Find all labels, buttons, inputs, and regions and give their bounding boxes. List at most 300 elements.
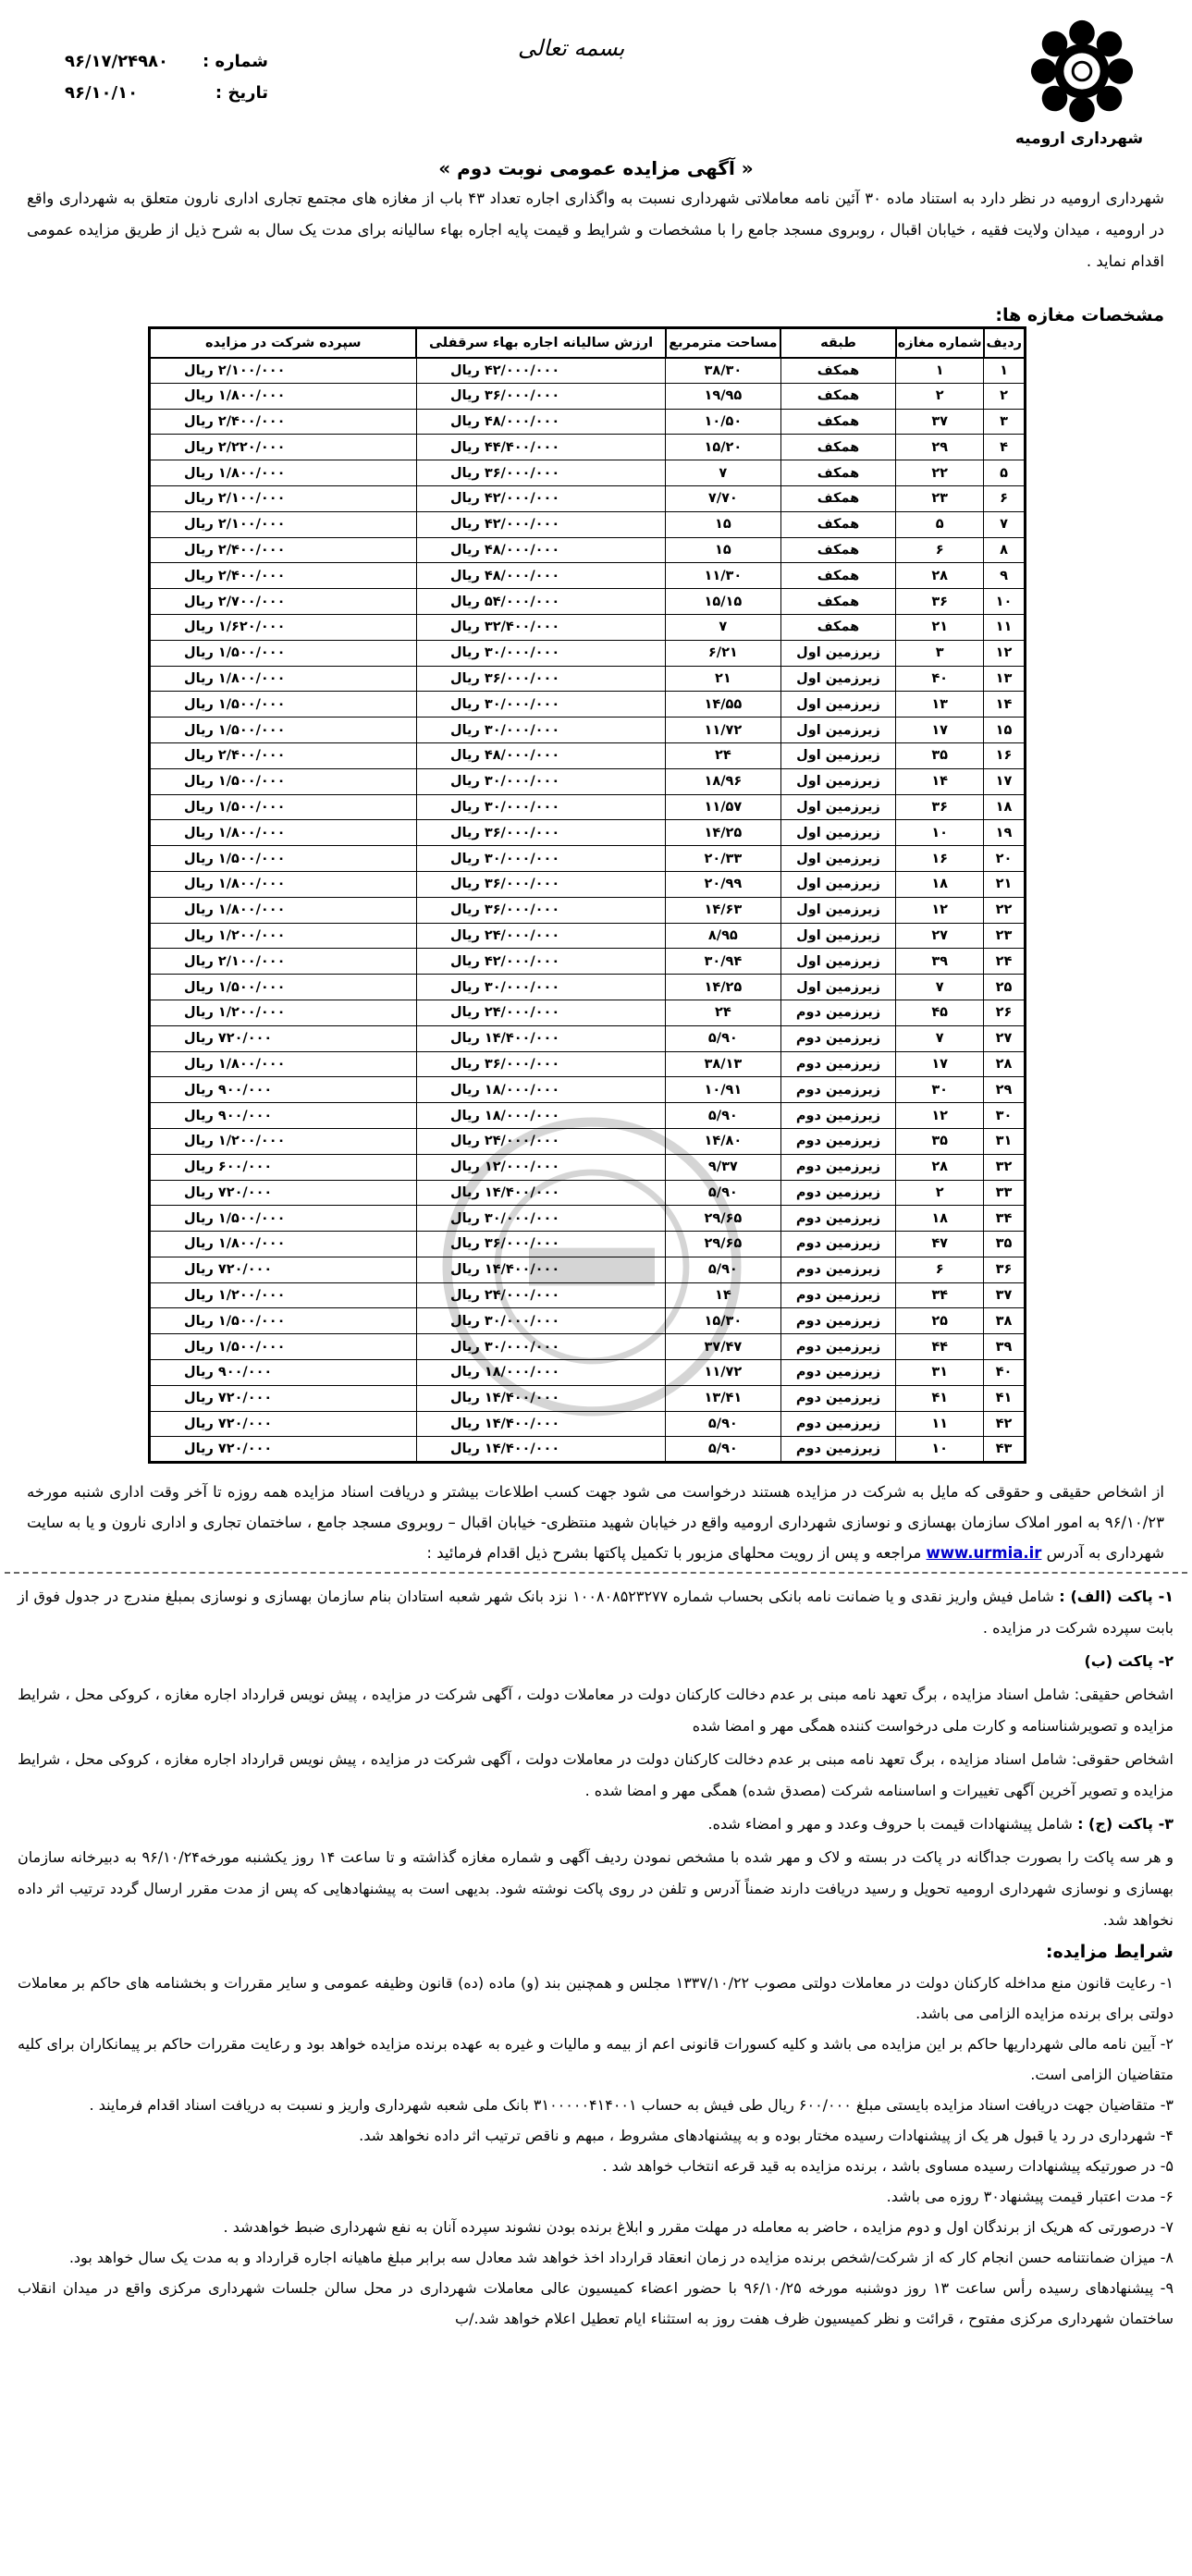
table-cell: ۳۲/۴۰۰/۰۰۰ ریال xyxy=(416,614,665,640)
table-cell: ۴۲/۰۰۰/۰۰۰ ریال xyxy=(416,358,665,384)
table-cell: ۳۴ xyxy=(896,1282,984,1308)
table-cell: ۱/۲۰۰/۰۰۰ ریال xyxy=(150,923,417,949)
table-cell: ۴۷ xyxy=(896,1232,984,1257)
table-cell: ۳۶/۰۰۰/۰۰۰ ریال xyxy=(416,383,665,409)
table-cell: ۷ xyxy=(896,975,984,1000)
table-cell: ۳۷/۴۷ xyxy=(666,1334,781,1360)
number-value: ۹۶/۱۷/۲۴۹۸۰ xyxy=(65,52,169,71)
table-cell: ۱/۵۰۰/۰۰۰ ریال xyxy=(150,1308,417,1334)
table-row xyxy=(150,409,1026,435)
table-row xyxy=(150,692,1026,718)
table-cell: ۳۹ xyxy=(896,949,984,975)
table-cell: ۲/۱۰۰/۰۰۰ ریال xyxy=(150,358,417,384)
table-cell: ۲۹/۶۵ xyxy=(666,1206,781,1232)
table-cell: ۳۷ xyxy=(984,1282,1026,1308)
table-cell: ۱۴/۴۰۰/۰۰۰ ریال xyxy=(416,1025,665,1051)
table-cell: ۲۱ xyxy=(896,614,984,640)
table-cell: ۱/۸۰۰/۰۰۰ ریال xyxy=(150,383,417,409)
table-row xyxy=(150,1282,1026,1308)
table-cell: ۱۶ xyxy=(984,742,1026,768)
table-cell: همکف xyxy=(780,435,896,460)
table-cell: ۱۸ xyxy=(984,794,1026,820)
table-cell: زیرزمین دوم xyxy=(780,1360,896,1386)
table-cell: ۲۴/۰۰۰/۰۰۰ ریال xyxy=(416,923,665,949)
packet-text: شامل فیش واریز نقدی و یا ضمانت نامه بانکی بحساب شماره ۱۰۰۸۰۸۵۲۳۲۷۷ نزد بانک شهر شعبه استادان بنام سازمان بهسازی و نوسازی بمبلغ مندرج در جدول فوق از بابت سپرده شرکت در مزایده . xyxy=(18,1588,1174,1637)
table-row xyxy=(150,871,1026,897)
table-cell: ۱۴/۴۰۰/۰۰۰ ریال xyxy=(416,1257,665,1282)
table-row xyxy=(150,1257,1026,1282)
table-cell: ۲/۷۰۰/۰۰۰ ریال xyxy=(150,589,417,615)
column-header: ردیف xyxy=(984,328,1026,358)
table-cell: ۸ xyxy=(984,537,1026,563)
table-cell: ۳۴ xyxy=(984,1206,1026,1232)
table-cell: ۳۰/۰۰۰/۰۰۰ ریال xyxy=(416,975,665,1000)
table-row xyxy=(150,435,1026,460)
table-row xyxy=(150,1232,1026,1257)
table-cell: همکف xyxy=(780,563,896,589)
packet-text: شامل پیشنهادات قیمت با حروف وعدد و مهر و امضاء شده. xyxy=(707,1815,1073,1833)
table-cell: ۲۳ xyxy=(984,923,1026,949)
table-cell: ۱/۵۰۰/۰۰۰ ریال xyxy=(150,1206,417,1232)
table-cell: ۲۷ xyxy=(896,923,984,949)
table-cell: ۹۰۰/۰۰۰ ریال xyxy=(150,1360,417,1386)
table-cell: ۳۲ xyxy=(984,1154,1026,1180)
table-row xyxy=(150,975,1026,1000)
table-cell: ۴۰ xyxy=(984,1360,1026,1386)
table-cell: ۳۶/۰۰۰/۰۰۰ ریال xyxy=(416,820,665,846)
table-cell: ۱/۵۰۰/۰۰۰ ریال xyxy=(150,846,417,872)
table-cell: ۹ xyxy=(984,563,1026,589)
table-cell: ۳۰/۰۰۰/۰۰۰ ریال xyxy=(416,1206,665,1232)
table-cell: ۱/۵۰۰/۰۰۰ ریال xyxy=(150,794,417,820)
packet-text: و هر سه پاکت را بصورت جداگانه در پاکت در بسته و لاک و مهر شده با مشخص نمودن ردیف آگهی و شماره مغازه گذاشته و تا ساعت ۱۴ روز یکشنبه مورخه۹۶/۱۰/۲۴ به دبیرخانه سازمان بهسازی و نوسازی شهرداری ارومیه تحویل و رسید دریافت دارند ضمناً آدرس و تلفن در روی پاکت نوشته شود. بدیهی است به پیشنهادهایی که پس از مدت مقرر ارسال گردد ترتیب اثر داده نخواهد شد. xyxy=(18,1848,1174,1929)
table-cell: زیرزمین اول xyxy=(780,666,896,692)
packet-paragraph xyxy=(18,1646,1174,1677)
table-cell: ۴۸/۰۰۰/۰۰۰ ریال xyxy=(416,537,665,563)
instructions-text-end: مراجعه و پس از رویت محلهای مزبور با تکمیل پاکتها بشرح ذیل اقدام فرمائید : xyxy=(426,1544,922,1562)
table-cell: زیرزمین دوم xyxy=(780,1282,896,1308)
table-row xyxy=(150,1308,1026,1334)
table-cell: ۳۸ xyxy=(984,1308,1026,1334)
table-cell: زیرزمین دوم xyxy=(780,1051,896,1077)
column-header: مساحت مترمربع xyxy=(666,328,781,358)
table-cell: زیرزمین دوم xyxy=(780,1180,896,1206)
packet-lead: ۱- پاکت (الف) : xyxy=(1059,1588,1174,1605)
table-cell: زیرزمین دوم xyxy=(780,1103,896,1129)
table-cell: ۳۰/۰۰۰/۰۰۰ ریال xyxy=(416,1308,665,1334)
table-cell: ۱۴/۴۰۰/۰۰۰ ریال xyxy=(416,1180,665,1206)
table-cell: ۳ xyxy=(896,640,984,666)
table-cell: ۱/۸۰۰/۰۰۰ ریال xyxy=(150,871,417,897)
table-cell: ۲۴ xyxy=(666,1000,781,1025)
table-cell: ۱/۸۰۰/۰۰۰ ریال xyxy=(150,666,417,692)
table-cell: ۳۰/۰۰۰/۰۰۰ ریال xyxy=(416,692,665,718)
packet-paragraph xyxy=(18,1581,1174,1644)
table-cell: همکف xyxy=(780,511,896,537)
table-cell: زیرزمین دوم xyxy=(780,1385,896,1411)
table-cell: ۱۴/۵۵ xyxy=(666,692,781,718)
table-cell: ۲/۱۰۰/۰۰۰ ریال xyxy=(150,511,417,537)
condition-item: ۱- رعایت قانون منع مداخله کارکنان دولت در معاملات دولتی مصوب ۱۳۳۷/۱۰/۲۲ مجلس و همچنین بند (و) ماده (ده) قانون وظیفه عمومی و سایر مقررات و بخشنامه های حاکم بر معاملات دولتی برای برنده مزایده الزامی می باشد. xyxy=(18,1974,1174,2022)
table-cell: ۱ xyxy=(896,358,984,384)
table-cell: ۴ xyxy=(984,435,1026,460)
table-cell: ۳۶/۰۰۰/۰۰۰ ریال xyxy=(416,1051,665,1077)
instructions-text: از اشخاص حقیقی و حقوقی که مایل به شرکت در مزایده هستند درخواست می شود جهت کسب اطلاعات بیشتر و دریافت اسناد مزایده همه روزه تا آخر وقت اداری شنبه مورخه ۹۶/۱۰/۲۳ به امور املاک سازمان بهسازی و نوسازی شهرداری ارومیه واقع در خیابان شهید منتظری- خیابان اقبال – روبروی مسجد جامع ، ساختمان تجاری و اداری نارون و یا به سایت شهرداری به آدرس xyxy=(27,1483,1164,1562)
table-cell: ۶ xyxy=(896,537,984,563)
table-cell: ۲ xyxy=(984,383,1026,409)
table-row xyxy=(150,589,1026,615)
table-cell: همکف xyxy=(780,409,896,435)
table-row xyxy=(150,666,1026,692)
table-row xyxy=(150,640,1026,666)
table-cell: ۱/۵۰۰/۰۰۰ ریال xyxy=(150,768,417,794)
table-cell: ۶/۲۱ xyxy=(666,640,781,666)
table-cell: ۱۷ xyxy=(896,718,984,743)
table-cell: ۴۱ xyxy=(984,1385,1026,1411)
table-cell: ۱۴ xyxy=(984,692,1026,718)
table-cell: ۲۱ xyxy=(666,666,781,692)
conditions-heading: شرایط مزایده: xyxy=(1045,1942,1174,1962)
table-cell: ۷۲۰/۰۰۰ ریال xyxy=(150,1411,417,1437)
table-cell: ۳۶/۰۰۰/۰۰۰ ریال xyxy=(416,897,665,923)
table-cell: ۱/۲۰۰/۰۰۰ ریال xyxy=(150,1000,417,1025)
table-cell: ۱ xyxy=(984,358,1026,384)
table-cell: همکف xyxy=(780,614,896,640)
table-cell: ۱۰ xyxy=(896,820,984,846)
table-cell: ۳۶ xyxy=(896,794,984,820)
instructions-paragraph xyxy=(27,1477,1164,1568)
table-cell: ۲۰ xyxy=(984,846,1026,872)
table-cell: زیرزمین دوم xyxy=(780,1000,896,1025)
table-cell: همکف xyxy=(780,383,896,409)
table-cell: ۱۴ xyxy=(896,768,984,794)
notice-title: « آگهی مزایده عمومی نوبت دوم » xyxy=(438,157,754,179)
column-header: ارزش سالیانه اجاره بهاء سرقفلی xyxy=(416,328,665,358)
shops-table xyxy=(148,326,1026,1464)
table-cell: ۱۸ xyxy=(896,1206,984,1232)
condition-item: ۹- پیشنهادهای رسیده رأس ساعت ۱۳ روز دوشنبه مورخه ۹۶/۱۰/۲۵ با حضور اعضاء کمیسیون عالی معاملات شهرداری در محل سالن جلسات شهرداری مرکزی واقع در میدان انقلاب ساختمان شهرداری مرکزی مفتوح ، قرائت و نظر کمیسیون ظرف هفت روز به استثناء ایام تعطیل اعلام خواهد شد./ب xyxy=(18,2279,1174,2327)
table-cell: ۲ xyxy=(896,383,984,409)
table-cell: ۱۳ xyxy=(984,666,1026,692)
table-row xyxy=(150,1025,1026,1051)
table-row xyxy=(150,358,1026,384)
table-cell: ۳۱ xyxy=(984,1128,1026,1154)
table-row xyxy=(150,897,1026,923)
basmala-heading: بسمه تعالی xyxy=(518,35,625,61)
table-row xyxy=(150,1051,1026,1077)
table-cell: ۲/۱۰۰/۰۰۰ ریال xyxy=(150,949,417,975)
table-cell: زیرزمین دوم xyxy=(780,1025,896,1051)
table-cell: ۳۶/۰۰۰/۰۰۰ ریال xyxy=(416,871,665,897)
packet-lead: ۳- پاکت (ج) : xyxy=(1077,1815,1174,1833)
table-cell: زیرزمین دوم xyxy=(780,1334,896,1360)
table-row xyxy=(150,1154,1026,1180)
table-cell: ۴۴ xyxy=(896,1334,984,1360)
table-cell: ۴۱ xyxy=(896,1385,984,1411)
org-name: شهرداری ارومیه xyxy=(1014,129,1144,148)
table-cell: ۱۲/۰۰۰/۰۰۰ ریال xyxy=(416,1154,665,1180)
table-cell: ۱۱ xyxy=(984,614,1026,640)
table-cell: ۵ xyxy=(984,460,1026,486)
table-cell: ۲۴/۰۰۰/۰۰۰ ریال xyxy=(416,1000,665,1025)
table-cell: ۱/۲۰۰/۰۰۰ ریال xyxy=(150,1282,417,1308)
table-cell: ۶ xyxy=(896,1257,984,1282)
table-row xyxy=(150,718,1026,743)
table-row xyxy=(150,768,1026,794)
packet-text: اشخاص حقوقی: شامل اسناد مزایده ، برگ تعهد نامه مبنی بر عدم دخالت کارکنان دولت در معاملات دولت ، آگهی شرکت در مزایده ، پیش نویس قرارداد اجاره مغازه ، کروکی محل ، شرایط مزایده و تصویر آخرین آگهی تغییرات و اساسنامه شرکت (مصدق شده) همگی مهر و امضا شده . xyxy=(18,1750,1174,1799)
table-cell: ۱۸/۹۶ xyxy=(666,768,781,794)
table-cell: ۳۶/۰۰۰/۰۰۰ ریال xyxy=(416,460,665,486)
municipality-logo-icon xyxy=(1027,17,1137,126)
table-cell: ۱۵/۲۰ xyxy=(666,435,781,460)
table-cell: ۱۹/۹۵ xyxy=(666,383,781,409)
table-cell: ۳۰ xyxy=(896,1077,984,1103)
table-cell: ۲/۴۰۰/۰۰۰ ریال xyxy=(150,537,417,563)
number-label: شماره : xyxy=(203,52,268,71)
table-cell: ۱۱/۷۲ xyxy=(666,1360,781,1386)
table-cell: ۱۵ xyxy=(666,511,781,537)
table-cell: ۵/۹۰ xyxy=(666,1437,781,1463)
table-cell: ۱/۲۰۰/۰۰۰ ریال xyxy=(150,1128,417,1154)
condition-item: ۴- شهرداری در رد یا قبول هر یک از پیشنهادات رسیده مختار بوده و به پیشنهادهای مشروط ، مبهم و ناقص ترتیب اثر داده نخواهد شد. xyxy=(359,2127,1174,2144)
table-cell: ۲۶ xyxy=(984,1000,1026,1025)
table-cell: ۲۸ xyxy=(896,1154,984,1180)
table-cell: ۳۰/۰۰۰/۰۰۰ ریال xyxy=(416,640,665,666)
table-cell: زیرزمین اول xyxy=(780,692,896,718)
table-row xyxy=(150,1411,1026,1437)
condition-item: ۷- درصورتی که هریک از برندگان اول و دوم مزایده ، حاضر به معامله در مهلت مقرر و ابلاغ برنده بودن نشوند سپرده آنان به نفع شهرداری ضبط خواهدشد . xyxy=(223,2218,1174,2236)
letter-meta xyxy=(65,46,268,109)
table-cell: ۴۲/۰۰۰/۰۰۰ ریال xyxy=(416,485,665,511)
table-cell: ۳ xyxy=(984,409,1026,435)
table-row xyxy=(150,794,1026,820)
table-cell: ۳۰ xyxy=(984,1103,1026,1129)
table-row xyxy=(150,460,1026,486)
table-cell: ۹/۳۷ xyxy=(666,1154,781,1180)
condition-item: ۶- مدت اعتبار قیمت پیشنهاد۳۰ روزه می باشد. xyxy=(886,2188,1174,2205)
table-row xyxy=(150,742,1026,768)
table-cell: ۱۰/۹۱ xyxy=(666,1077,781,1103)
table-cell: ۱۷ xyxy=(984,768,1026,794)
table-cell: زیرزمین دوم xyxy=(780,1411,896,1437)
packets-section xyxy=(18,1581,1174,1938)
table-cell: ۴۲ xyxy=(984,1411,1026,1437)
date-label: تاریخ : xyxy=(215,83,268,103)
table-cell: ۳۸/۳۰ xyxy=(666,358,781,384)
table-cell: ۱۴/۴۰۰/۰۰۰ ریال xyxy=(416,1437,665,1463)
table-row xyxy=(150,614,1026,640)
table-cell: ۲۳ xyxy=(896,485,984,511)
table-cell: ۴۲/۰۰۰/۰۰۰ ریال xyxy=(416,511,665,537)
table-row xyxy=(150,820,1026,846)
condition-item: ۳- متقاضیان جهت دریافت اسناد مزایده بایستی مبلغ ۶۰۰/۰۰۰ ریال طی فیش به حساب ۳۱۰۰۰۰۰۴۱۴۰۰۱ بانک ملی شعبه شهرداری واریز و نسبت به دریافت اسناد اقدام فرمایند . xyxy=(89,2096,1174,2114)
table-cell: ۶ xyxy=(984,485,1026,511)
table-cell: زیرزمین دوم xyxy=(780,1154,896,1180)
table-row xyxy=(150,1128,1026,1154)
condition-item: ۸- میزان ضمانتنامه حسن انجام کار که از شرکت/شخص برنده مزایده در زمان انعقاد قرارداد اخذ خواهد شد معادل سه برابر مبلغ ماهیانه اجاره قرارداد و به مدت یک سال خواهد بود. xyxy=(68,2249,1174,2266)
table-cell: ۳۹ xyxy=(984,1334,1026,1360)
table-cell: ۷ xyxy=(896,1025,984,1051)
table-cell: زیرزمین اول xyxy=(780,897,896,923)
table-cell: ۲/۴۰۰/۰۰۰ ریال xyxy=(150,742,417,768)
table-cell: ۷۲۰/۰۰۰ ریال xyxy=(150,1180,417,1206)
table-cell: ۱/۸۰۰/۰۰۰ ریال xyxy=(150,1232,417,1257)
table-row xyxy=(150,563,1026,589)
table-cell: ۷۲۰/۰۰۰ ریال xyxy=(150,1385,417,1411)
table-cell: ۲/۴۰۰/۰۰۰ ریال xyxy=(150,409,417,435)
table-cell: ۱۱/۷۲ xyxy=(666,718,781,743)
table-cell: ۲۰/۹۹ xyxy=(666,871,781,897)
table-cell: زیرزمین اول xyxy=(780,975,896,1000)
table-cell: ۱۴/۴۰۰/۰۰۰ ریال xyxy=(416,1385,665,1411)
table-cell: ۱۴/۲۵ xyxy=(666,975,781,1000)
table-cell: زیرزمین اول xyxy=(780,820,896,846)
table-cell: ۷ xyxy=(666,614,781,640)
table-cell: ۹۰۰/۰۰۰ ریال xyxy=(150,1103,417,1129)
table-cell: ۴۸/۰۰۰/۰۰۰ ریال xyxy=(416,409,665,435)
table-cell: ۵/۹۰ xyxy=(666,1180,781,1206)
table-cell: ۱۵/۳۰ xyxy=(666,1308,781,1334)
table-cell: ۱/۸۰۰/۰۰۰ ریال xyxy=(150,897,417,923)
table-cell: ۱۷ xyxy=(896,1051,984,1077)
table-cell: ۵۴/۰۰۰/۰۰۰ ریال xyxy=(416,589,665,615)
table-cell: زیرزمین دوم xyxy=(780,1257,896,1282)
table-cell: ۱۹ xyxy=(984,820,1026,846)
table-cell: ۸/۹۵ xyxy=(666,923,781,949)
table-row xyxy=(150,1360,1026,1386)
table-cell: ۳۱ xyxy=(896,1360,984,1386)
packet-paragraph xyxy=(18,1744,1174,1807)
table-cell: ۱/۵۰۰/۰۰۰ ریال xyxy=(150,975,417,1000)
table-cell: ۲ xyxy=(896,1180,984,1206)
table-cell: ۷ xyxy=(984,511,1026,537)
table-cell: زیرزمین دوم xyxy=(780,1308,896,1334)
table-cell: ۵/۹۰ xyxy=(666,1103,781,1129)
table-row xyxy=(150,485,1026,511)
table-cell: زیرزمین دوم xyxy=(780,1206,896,1232)
table-cell: زیرزمین دوم xyxy=(780,1077,896,1103)
table-cell: زیرزمین دوم xyxy=(780,1232,896,1257)
table-cell: ۱۰/۵۰ xyxy=(666,409,781,435)
table-cell: ۴۸/۰۰۰/۰۰۰ ریال xyxy=(416,742,665,768)
table-cell: ۳۰/۰۰۰/۰۰۰ ریال xyxy=(416,1334,665,1360)
table-cell: ۱/۵۰۰/۰۰۰ ریال xyxy=(150,692,417,718)
table-cell: ۷ xyxy=(666,460,781,486)
shops-heading: مشخصات مغازه ها: xyxy=(995,305,1164,325)
table-row xyxy=(150,511,1026,537)
table-cell: ۱۴/۲۵ xyxy=(666,820,781,846)
table-row xyxy=(150,1077,1026,1103)
table-cell: همکف xyxy=(780,358,896,384)
table-cell: زیرزمین اول xyxy=(780,871,896,897)
table-cell: ۱۴/۸۰ xyxy=(666,1128,781,1154)
table-cell: ۱۵/۱۵ xyxy=(666,589,781,615)
website-link[interactable]: www.urmia.ir xyxy=(926,1544,1042,1562)
table-cell: ۳۵ xyxy=(896,742,984,768)
table-cell: ۱۴/۴۰۰/۰۰۰ ریال xyxy=(416,1411,665,1437)
table-cell: زیرزمین اول xyxy=(780,949,896,975)
table-row xyxy=(150,1334,1026,1360)
table-cell: ۱/۸۰۰/۰۰۰ ریال xyxy=(150,1051,417,1077)
table-row xyxy=(150,949,1026,975)
table-cell: زیرزمین دوم xyxy=(780,1128,896,1154)
table-cell: ۴۲/۰۰۰/۰۰۰ ریال xyxy=(416,949,665,975)
table-cell: ۵ xyxy=(896,511,984,537)
table-cell: ۱۲ xyxy=(896,897,984,923)
table-row xyxy=(150,1206,1026,1232)
column-header: شماره مغازه xyxy=(896,328,984,358)
table-cell: زیرزمین اول xyxy=(780,923,896,949)
table-cell: ۷۲۰/۰۰۰ ریال xyxy=(150,1257,417,1282)
table-cell: ۱۲ xyxy=(984,640,1026,666)
table-cell: ۳۳ xyxy=(984,1180,1026,1206)
table-cell: ۲/۱۰۰/۰۰۰ ریال xyxy=(150,485,417,511)
table-cell: ۱۰ xyxy=(896,1437,984,1463)
table-cell: زیرزمین اول xyxy=(780,794,896,820)
table-row xyxy=(150,1437,1026,1463)
table-row xyxy=(150,846,1026,872)
table-cell: ۱۵ xyxy=(984,718,1026,743)
table-cell: ۷/۷۰ xyxy=(666,485,781,511)
table-body xyxy=(150,358,1026,1463)
table-cell: ۱۱ xyxy=(896,1411,984,1437)
table-cell: ۲۴/۰۰۰/۰۰۰ ریال xyxy=(416,1128,665,1154)
table-cell: ۱/۸۰۰/۰۰۰ ریال xyxy=(150,460,417,486)
table-cell: ۱۴/۶۳ xyxy=(666,897,781,923)
table-cell: ۲۱ xyxy=(984,871,1026,897)
table-cell: ۱۶ xyxy=(896,846,984,872)
table-header-row xyxy=(150,328,1026,358)
table-cell: ۲/۲۲۰/۰۰۰ ریال xyxy=(150,435,417,460)
table-cell: ۳۶ xyxy=(984,1257,1026,1282)
table-cell: ۲۵ xyxy=(896,1308,984,1334)
packet-paragraph xyxy=(18,1842,1174,1936)
section-divider xyxy=(5,1572,1187,1574)
table-cell: ۱۸/۰۰۰/۰۰۰ ریال xyxy=(416,1360,665,1386)
table-cell: ۷۲۰/۰۰۰ ریال xyxy=(150,1437,417,1463)
table-cell: ۲۸ xyxy=(984,1051,1026,1077)
table-cell: ۳۰/۰۰۰/۰۰۰ ریال xyxy=(416,768,665,794)
table-cell: ۳۶/۰۰۰/۰۰۰ ریال xyxy=(416,666,665,692)
table-row xyxy=(150,923,1026,949)
table-cell: زیرزمین اول xyxy=(780,846,896,872)
table-cell: ۱/۵۰۰/۰۰۰ ریال xyxy=(150,718,417,743)
packet-paragraph xyxy=(18,1679,1174,1742)
table-cell: ۲۹ xyxy=(896,435,984,460)
table-cell: ۱۰ xyxy=(984,589,1026,615)
table-cell: ۲۷ xyxy=(984,1025,1026,1051)
table-cell: ۵/۹۰ xyxy=(666,1025,781,1051)
table-cell: ۲۹ xyxy=(984,1077,1026,1103)
table-cell: ۴۵ xyxy=(896,1000,984,1025)
table-cell: ۱۳ xyxy=(896,692,984,718)
table-cell: ۳۰/۰۰۰/۰۰۰ ریال xyxy=(416,718,665,743)
table-cell: ۳۵ xyxy=(984,1232,1026,1257)
intro-paragraph: شهرداری ارومیه در نظر دارد به استناد ماده ۳۰ آئین نامه معاملاتی شهرداری نسبت به واگذاری اجاره تعداد ۴۳ باب از مغازه های مجتمع تجاری اداری نارون متعلق به شهرداری واقع در ارومیه ، میدان ولایت فقیه ، خیابان اقبال ، روبروی مسجد جامع را با مشخصات و شرایط و قیمت پایه اجاره بهاء سالیانه برای مدت یک سال به شرح ذیل از طریق مزایده عمومی اقدام نماید . xyxy=(27,190,1165,270)
table-cell: ۱۸/۰۰۰/۰۰۰ ریال xyxy=(416,1077,665,1103)
column-header: طبقه xyxy=(780,328,896,358)
table-cell: ۱۳/۴۱ xyxy=(666,1385,781,1411)
table-cell: ۱۱/۵۷ xyxy=(666,794,781,820)
table-row xyxy=(150,1180,1026,1206)
table-row xyxy=(150,537,1026,563)
table-cell: ۱۸ xyxy=(896,871,984,897)
table-cell: همکف xyxy=(780,485,896,511)
packet-lead: ۲- پاکت (ب) xyxy=(1084,1652,1174,1670)
table-row xyxy=(150,1103,1026,1129)
table-cell: ۲۴ xyxy=(666,742,781,768)
table-cell: ۲۹/۶۵ xyxy=(666,1232,781,1257)
